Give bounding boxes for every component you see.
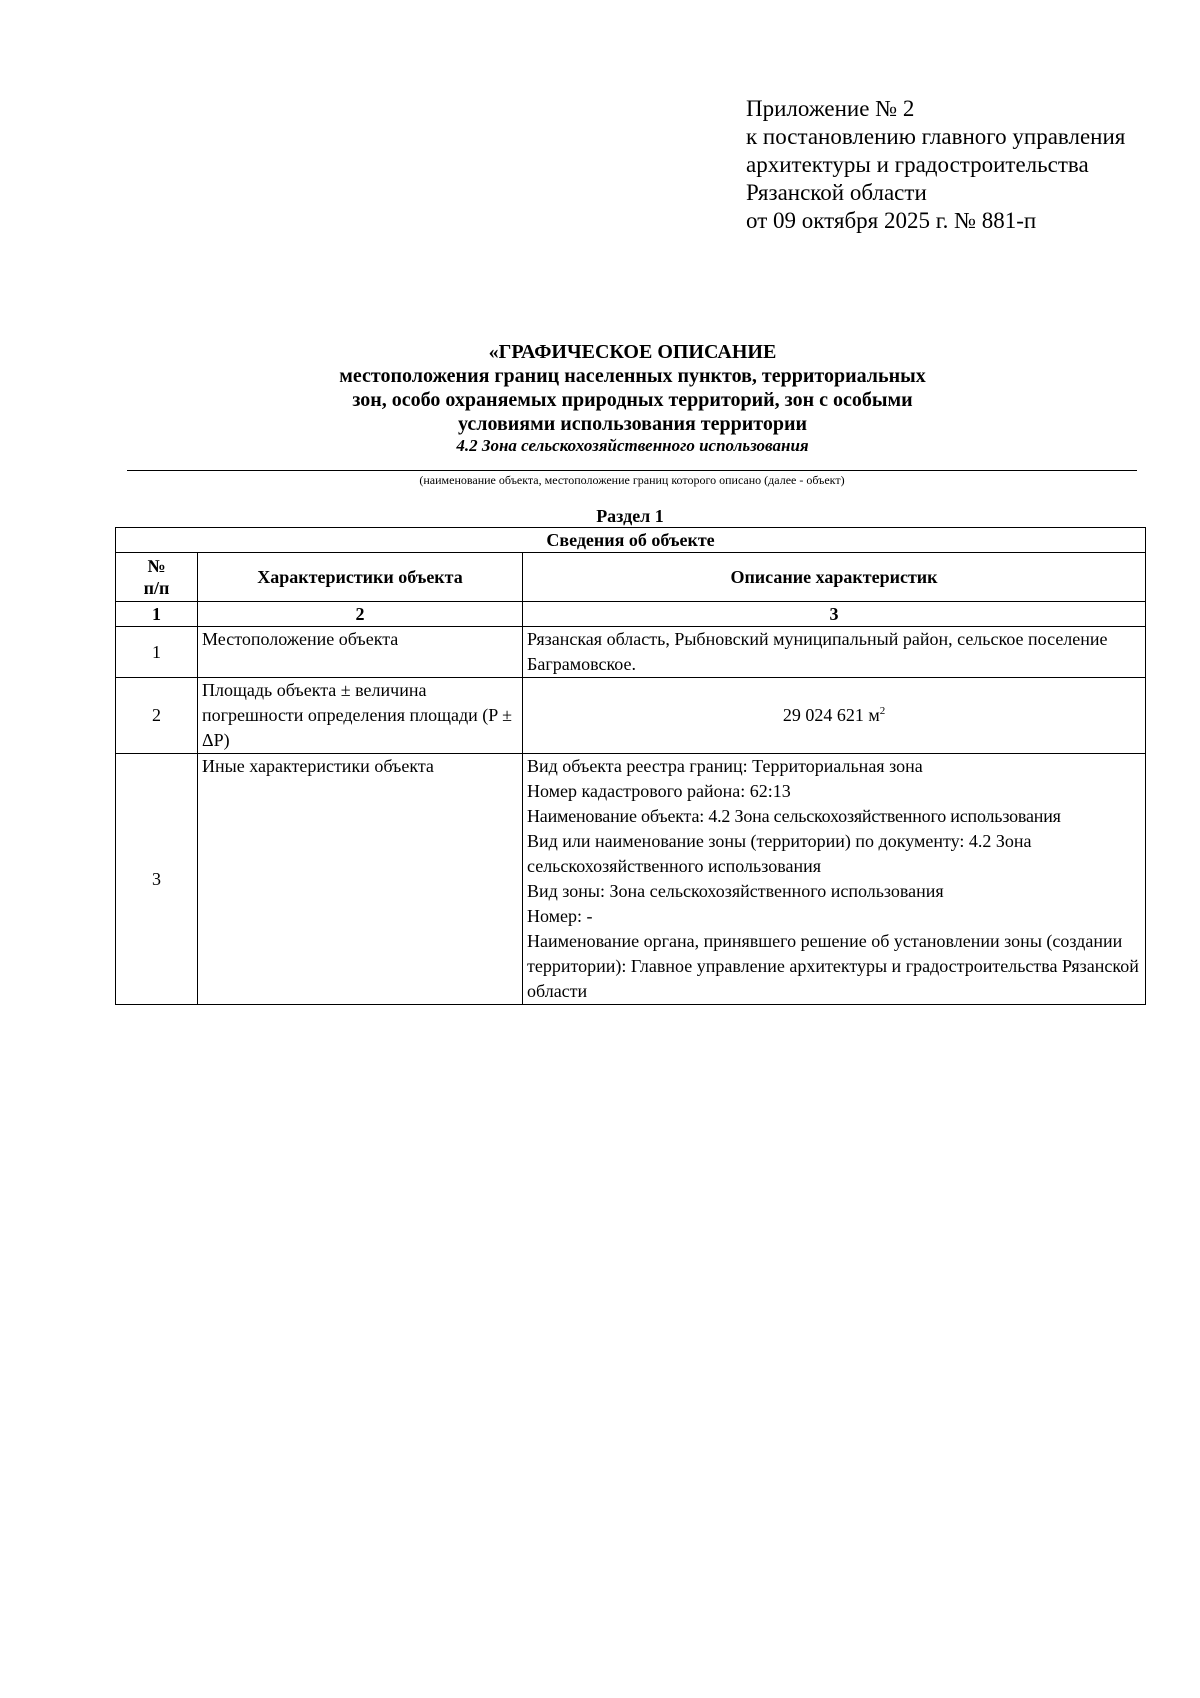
header-description: Описание характеристик — [523, 553, 1146, 602]
column-number: 3 — [523, 602, 1146, 627]
description-line: Вид зоны: Зона сельскохозяйственного использования — [527, 881, 944, 901]
title-line: зон, особо охраняемых природных территорий, зон с особыми — [352, 389, 913, 411]
row-description — [523, 754, 1146, 1005]
area-unit-superscript: 2 — [879, 705, 886, 717]
header-num-line: п/п — [143, 578, 170, 598]
column-number-row — [116, 602, 1146, 627]
appendix-reference — [746, 95, 1125, 235]
title-line: местоположения границ населенных пунктов, территориальных — [339, 365, 926, 387]
header-characteristics: Характеристики объекта — [198, 553, 523, 602]
row-characteristic: Иные характеристики объекта — [198, 754, 523, 1005]
appendix-line: архитектуры и градостроительства — [746, 152, 1089, 177]
section-label: Раздел 1 — [596, 506, 664, 526]
description-line: Вид объекта реестра границ: Территориальная зона — [527, 756, 923, 776]
row-number: 2 — [116, 678, 198, 754]
table-row — [116, 754, 1146, 1005]
row-number: 1 — [116, 627, 198, 678]
document-title — [120, 340, 1145, 456]
column-number: 2 — [198, 602, 523, 627]
table-title-row — [116, 528, 1146, 553]
description-line: Наименование объекта: 4.2 Зона сельскохозяйственного использования — [527, 806, 1061, 826]
table-row — [116, 627, 1146, 678]
header-num — [116, 553, 198, 602]
description-line: Номер: - — [527, 906, 593, 926]
object-info-table — [115, 527, 1146, 1005]
table-header-row — [116, 553, 1146, 602]
header-num-line: № — [147, 556, 166, 576]
appendix-line: от 09 октября 2025 г. № 881-п — [746, 208, 1037, 233]
title-line: условиями использования территории — [457, 413, 808, 435]
appendix-line: к постановлению главного управления — [746, 124, 1126, 149]
description-line: Номер кадастрового района: 62:13 — [527, 781, 791, 801]
description-line: Вид или наименование зоны (территории) по документу: 4.2 Зона сельскохозяйственного использования — [527, 831, 1032, 876]
underline-rule — [127, 470, 1137, 471]
row-description: Рязанская область, Рыбновский муниципальный район, сельское поселение Баграмовское. — [523, 627, 1146, 678]
table-row — [116, 678, 1146, 754]
description-line: Наименование органа, принявшего решение об установлении зоны (создании территории): Главное управление архитектуры и градостроительства Рязанской области — [527, 931, 1139, 1001]
object-name-caption: (наименование объекта, местоположение границ которого описано (далее - объект) — [419, 473, 845, 487]
column-number: 1 — [116, 602, 198, 627]
row-number: 3 — [116, 754, 198, 1005]
title-line: «ГРАФИЧЕСКОЕ ОПИСАНИЕ — [488, 341, 777, 363]
area-value: 29 024 621 м — [782, 705, 880, 725]
table-title: Сведения об объекте — [116, 528, 1146, 553]
row-characteristic: Местоположение объекта — [198, 627, 523, 678]
appendix-line: Рязанской области — [746, 180, 927, 205]
row-description — [523, 678, 1146, 754]
row-characteristic: Площадь объекта ± величина погрешности определения площади (P ± ΔP) — [198, 678, 523, 754]
object-name: 4.2 Зона сельскохозяйственного использования — [456, 436, 809, 455]
appendix-line: Приложение № 2 — [746, 96, 915, 121]
